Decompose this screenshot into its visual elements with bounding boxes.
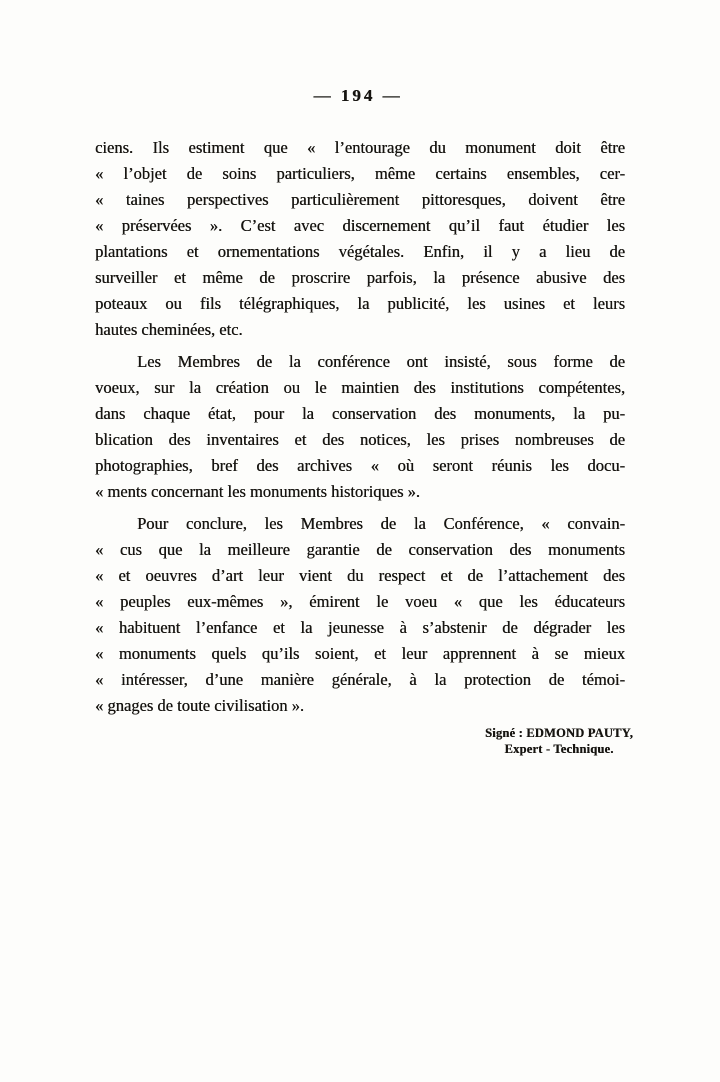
text-line: « préservées ». C’est avec discernement qu’il faut étudier les bbox=[95, 216, 625, 235]
text-line: hautes cheminées, etc. bbox=[95, 320, 243, 339]
text-line: « habituent l’enfance et la jeunesse à s’abstenir de dégrader les bbox=[95, 618, 625, 637]
text-line: « peuples eux-mêmes », émirent le voeu « que les éducateurs bbox=[95, 592, 625, 611]
text-line: Les Membres de la conférence ont insisté, sous forme de bbox=[137, 352, 625, 371]
paragraph bbox=[95, 349, 625, 505]
text-line: surveiller et même de proscrire parfois, la présence abusive des bbox=[95, 268, 625, 287]
text-line: voeux, sur la création ou le maintien des institutions compétentes, bbox=[95, 378, 625, 397]
text-line: « ments concernant les monuments historiques ». bbox=[95, 482, 420, 501]
text-line: « intéresser, d’une manière générale, à la protection de témoi- bbox=[95, 670, 625, 689]
signature-title-line: Expert - Technique. bbox=[504, 742, 614, 756]
text-line: ciens. Ils estiment que « l’entourage du monument doit être bbox=[95, 138, 625, 157]
text-line: plantations et ornementations végétales. Enfin, il y a lieu de bbox=[95, 242, 625, 261]
text-line: poteaux ou fils télégraphiques, la publicité, les usines et leurs bbox=[95, 294, 625, 313]
text-line: photographies, bref des archives « où seront réunis les docu- bbox=[95, 456, 625, 475]
paragraph bbox=[95, 135, 625, 343]
page-body bbox=[95, 135, 625, 719]
signature-block bbox=[485, 725, 633, 757]
paragraph bbox=[95, 511, 625, 719]
signature-name-line: Signé : EDMOND PAUTY, bbox=[485, 726, 633, 740]
text-line: « gnages de toute civilisation ». bbox=[95, 696, 304, 715]
text-line: Pour conclure, les Membres de la Conférence, « convain- bbox=[137, 514, 625, 533]
page-number: — 194 — bbox=[313, 86, 403, 105]
text-line: « l’objet de soins particuliers, même certains ensembles, cer- bbox=[95, 164, 625, 183]
text-line: blication des inventaires et des notices, les prises nombreuses de bbox=[95, 430, 625, 449]
text-line: « taines perspectives particulièrement pittoresques, doivent être bbox=[95, 190, 625, 209]
text-line: « monuments quels qu’ils soient, et leur apprennent à se mieux bbox=[95, 644, 625, 663]
text-line: « cus que la meilleure garantie de conservation des monuments bbox=[95, 540, 625, 559]
text-line: « et oeuvres d’art leur vient du respect et de l’attachement des bbox=[95, 566, 625, 585]
text-line: dans chaque état, pour la conservation des monuments, la pu- bbox=[95, 404, 625, 423]
